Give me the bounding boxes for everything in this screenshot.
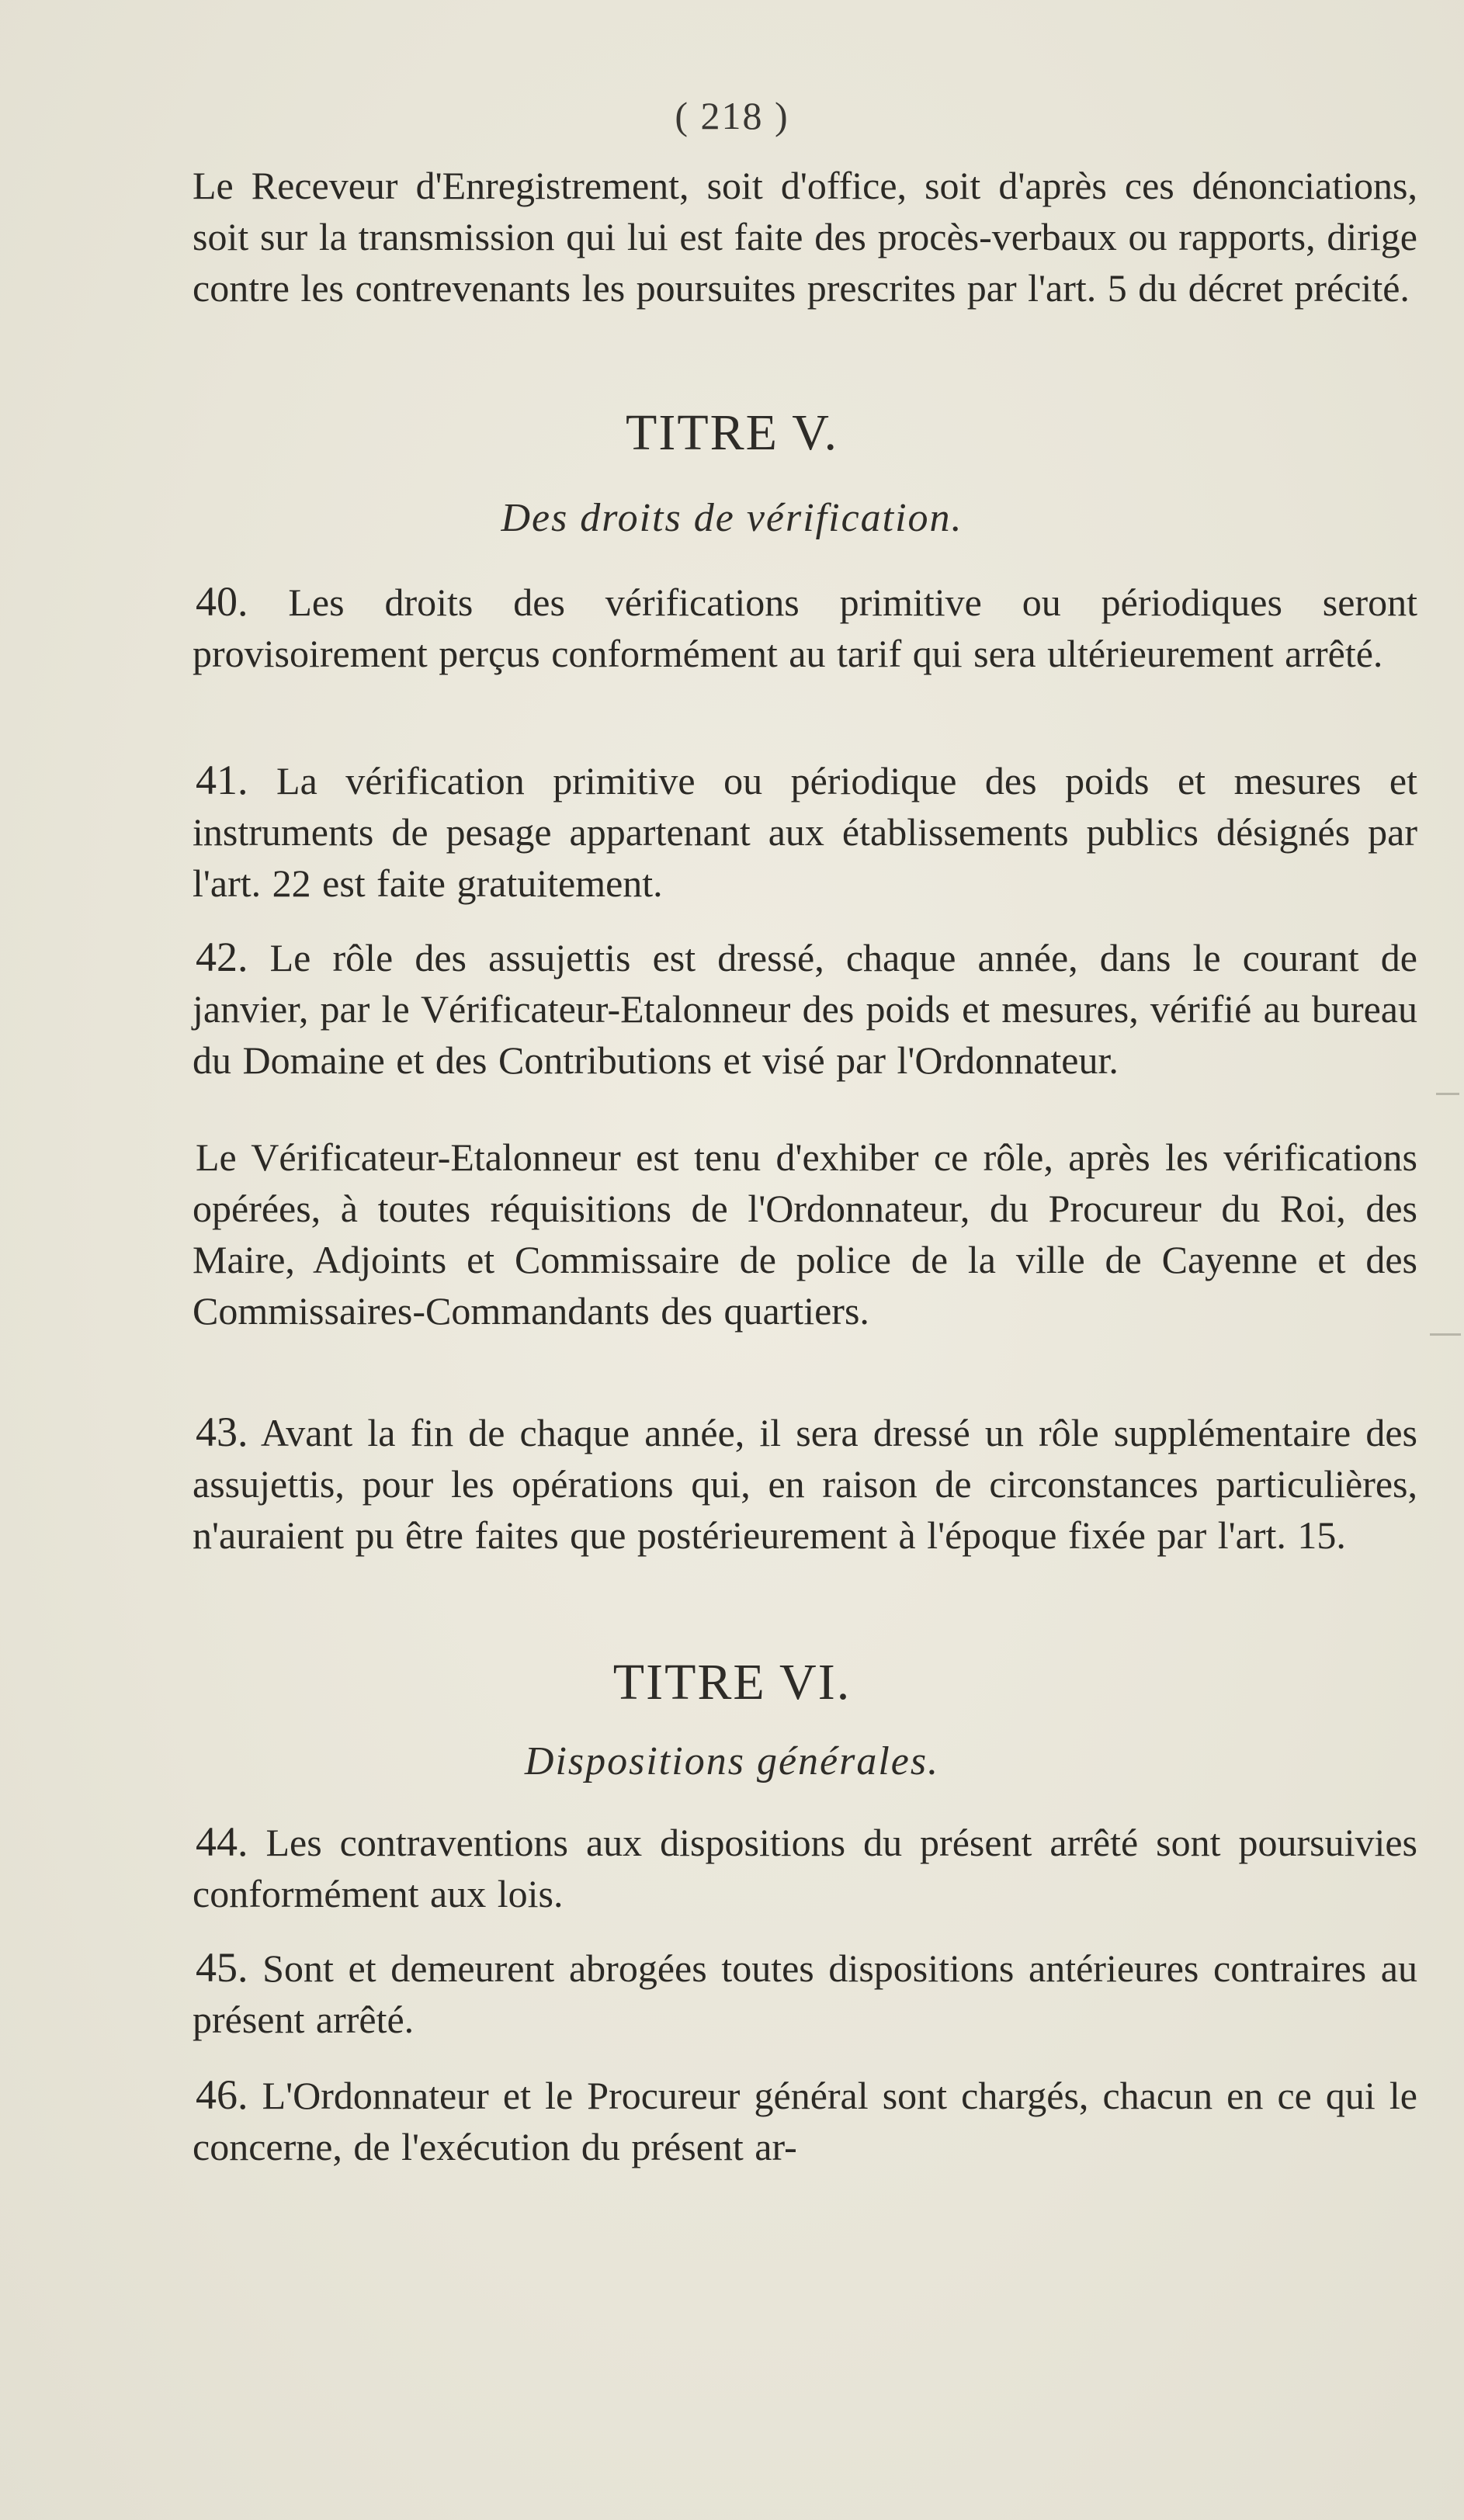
article-number: 41. bbox=[196, 757, 248, 803]
intro-block bbox=[193, 160, 1417, 314]
article-42 bbox=[193, 931, 1417, 1086]
titre-v-heading: TITRE V. bbox=[626, 404, 838, 461]
article-text: L'Ordonnateur et le Procureur général sont chargés, chacun en ce qui le concerne, de l'exécution du présent ar- bbox=[193, 2074, 1417, 2168]
article-text: Le rôle des assujettis est dressé, chaque année, dans le courant de janvier, par le Vérificateur-Etalonneur des poids et mesures, vérifié au bureau du Domaine et des Contributions et visé par l'Ordonnateur. bbox=[193, 936, 1418, 1082]
article-number: 44. bbox=[196, 1818, 248, 1865]
margin-mark bbox=[1436, 1093, 1459, 1095]
page-number: ( 218 ) bbox=[675, 94, 789, 137]
article-number: 42. bbox=[196, 934, 248, 980]
article-44 bbox=[193, 1816, 1417, 1919]
article-text: La vérification primitive ou périodique des poids et mesures et instruments de pesage appartenant aux établissements publics désignés par l'art. 22 est faite gratuitement. bbox=[193, 759, 1418, 905]
article-45 bbox=[193, 1942, 1417, 2045]
article-text: Le Vérificateur-Etalonneur est tenu d'exhiber ce rôle, après les vérifications opérées, à toutes réquisitions de l'Ordonnateur, du Procureur du Roi, des Maire, Adjoints et Commissaire de police de la ville de Cayenne et des Commissaires-Commandants des quartiers. bbox=[193, 1135, 1417, 1333]
article-40 bbox=[193, 576, 1417, 679]
article-number: 45. bbox=[196, 1944, 248, 1991]
titre-vi-subtitle: Dispositions générales. bbox=[524, 1739, 940, 1783]
intro-paragraph: Le Receveur d'Enregistrement, soit d'office, soit d'après ces dénonciations, soit sur la transmission qui lui est faite des procès-verbaux ou rapports, dirige contre les contrevenants les poursuites prescrites par l'art. 5 du décret précité. bbox=[193, 164, 1417, 310]
article-46 bbox=[193, 2069, 1417, 2172]
article-41 bbox=[193, 754, 1417, 909]
article-text: Les contraventions aux dispositions du présent arrêté sont poursuivies conformément aux lois. bbox=[193, 1821, 1418, 1915]
article-43 bbox=[193, 1406, 1417, 1561]
article-number: 43. bbox=[196, 1409, 248, 1455]
titre-vi-heading: TITRE VI. bbox=[612, 1654, 852, 1711]
article-42-continuation bbox=[193, 1132, 1417, 1336]
article-number: 46. bbox=[196, 2071, 248, 2118]
article-text: Sont et demeurent abrogées toutes dispositions antérieures contraires au présent arrêté. bbox=[193, 1946, 1417, 2041]
article-text: Les droits des vérifications primitive ou périodiques seront provisoirement perçus conformément au tarif qui sera ultérieurement arrêté. bbox=[193, 581, 1418, 675]
titre-v-subtitle: Des droits de vérification. bbox=[501, 496, 963, 540]
article-number: 40. bbox=[196, 578, 248, 625]
article-text: Avant la fin de chaque année, il sera dressé un rôle supplémentaire des assujettis, pour les opérations qui, en raison de circonstances particulières, n'auraient pu être faites que postérieurement à l'époque fixée par l'art. 15. bbox=[193, 1411, 1417, 1557]
margin-mark bbox=[1430, 1333, 1461, 1336]
